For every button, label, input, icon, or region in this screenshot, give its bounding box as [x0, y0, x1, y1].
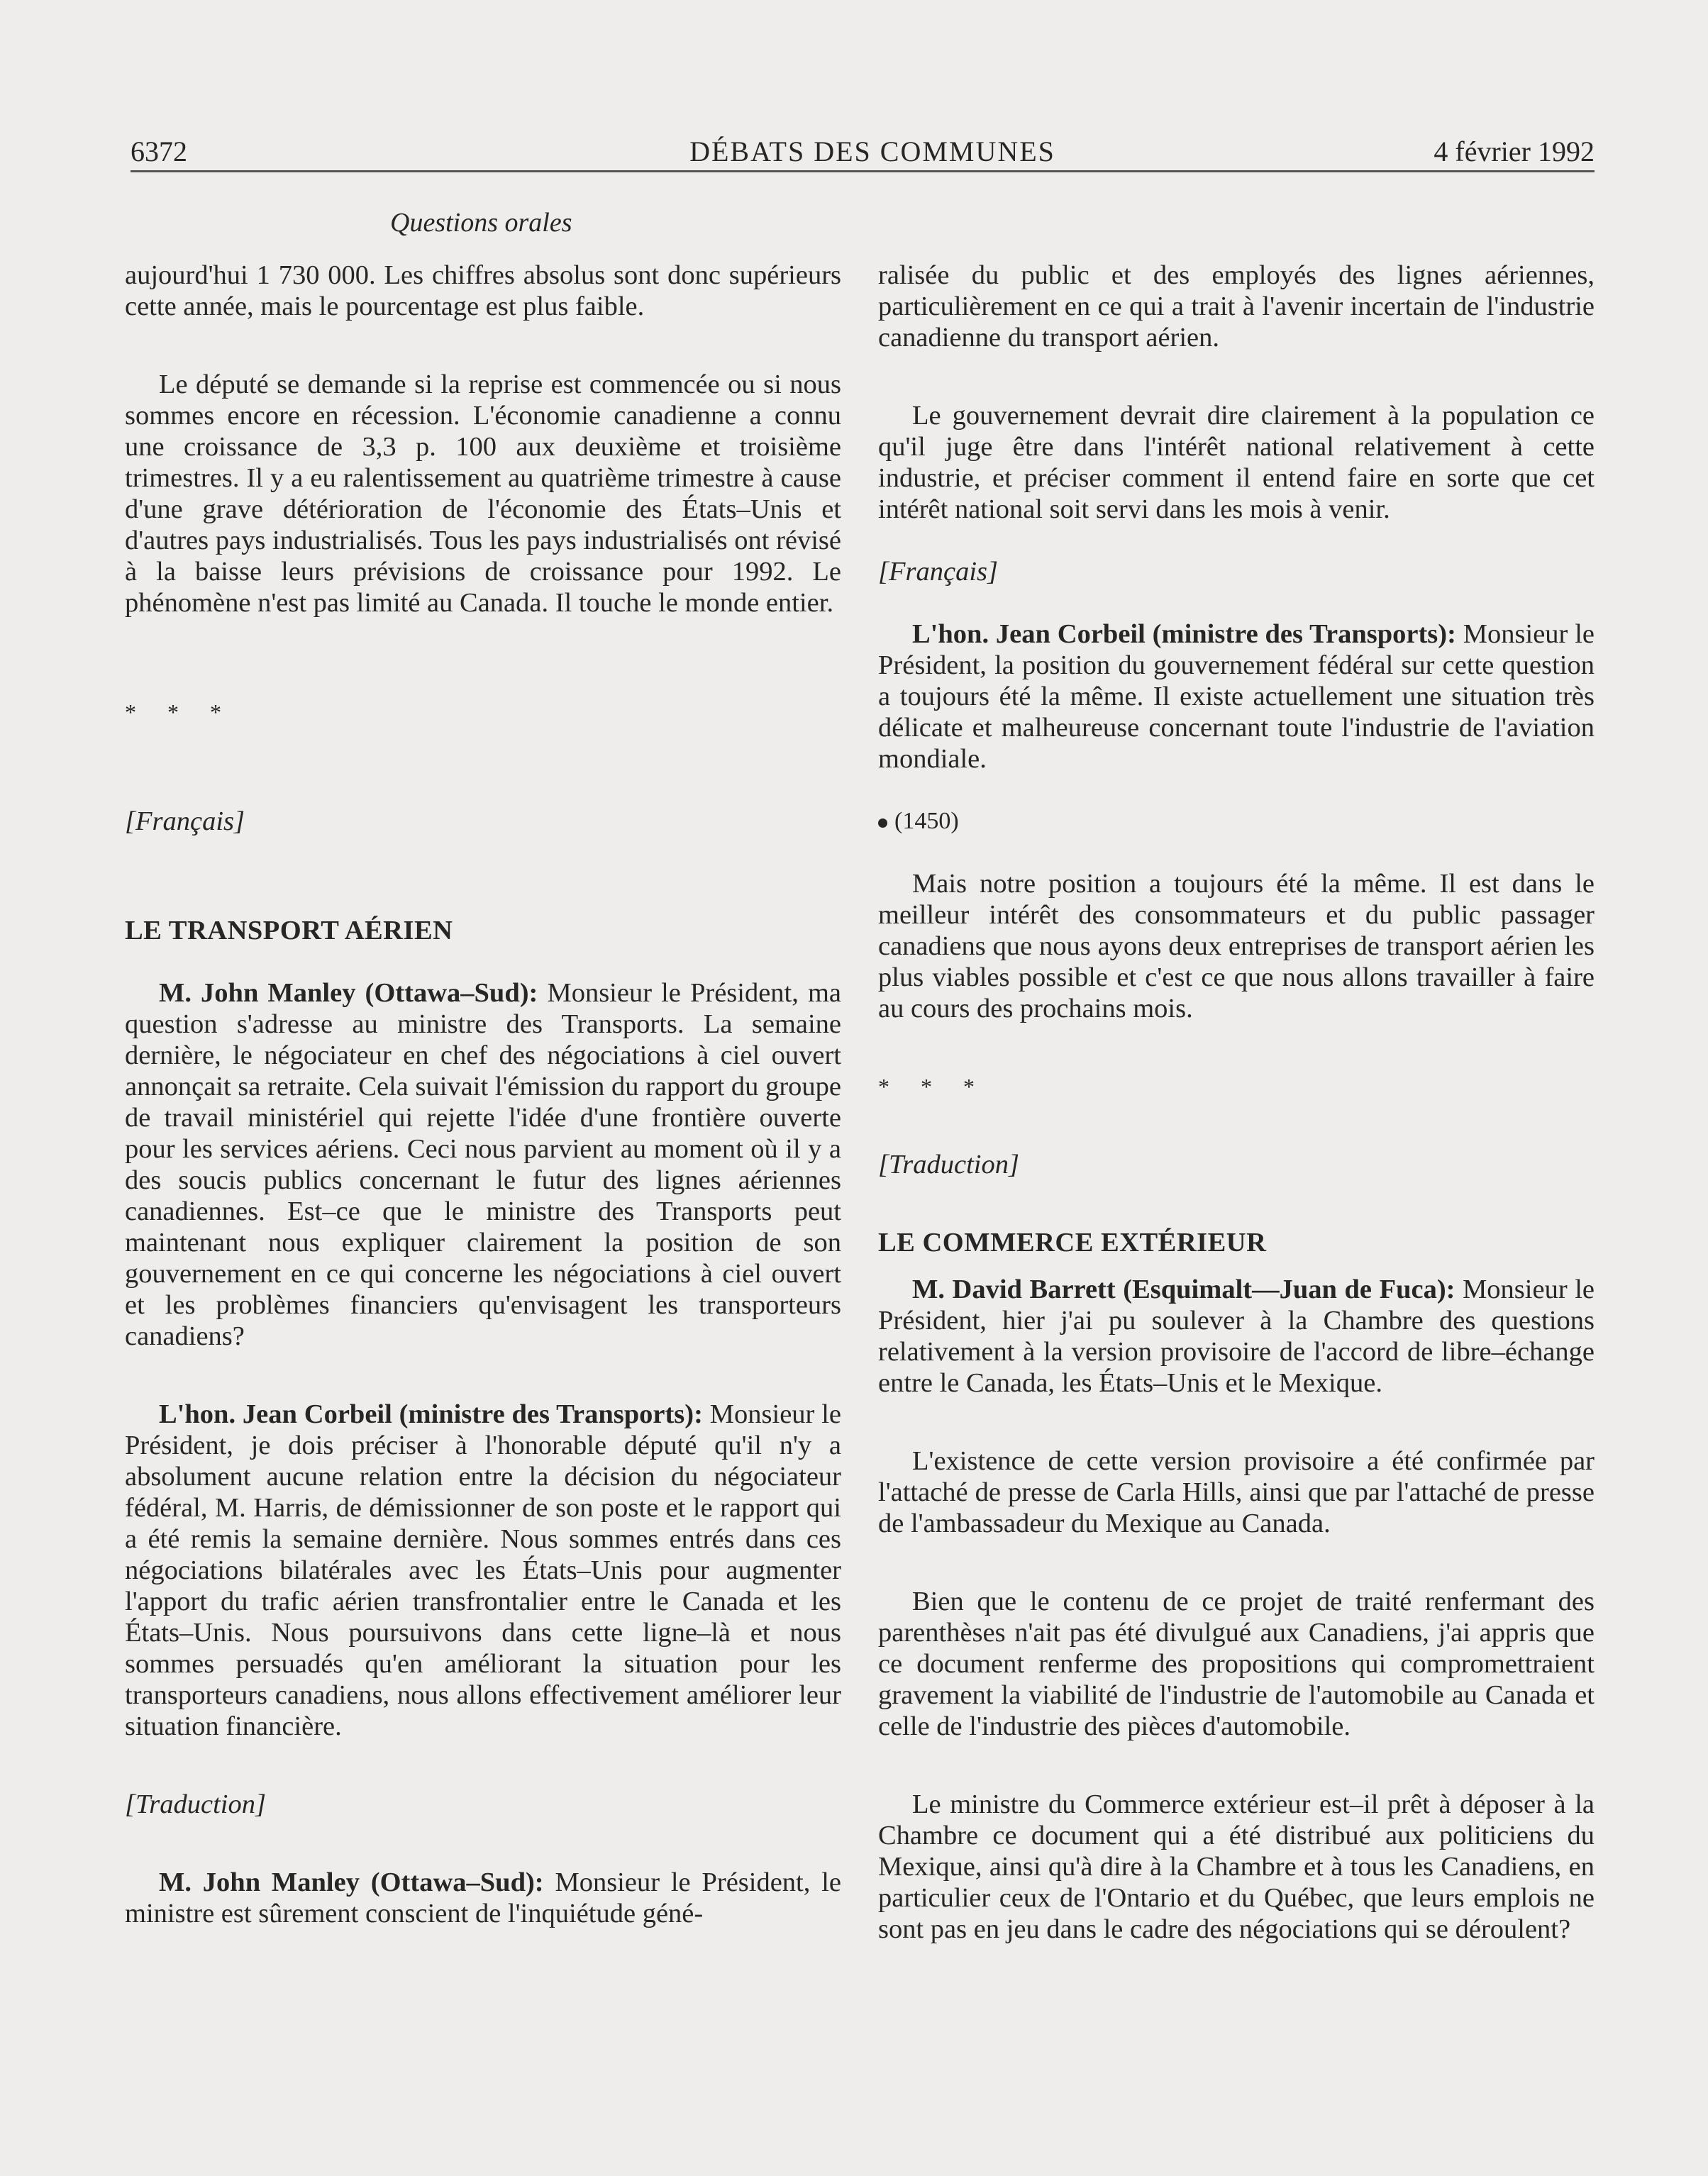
- header-rule: [131, 170, 1595, 172]
- speaker-name: M. John Manley (Ottawa–Sud):: [159, 1867, 544, 1897]
- time-marker: [878, 806, 1595, 837]
- paragraph: Le député se demande si la reprise est commencée ou si nous sommes encore en récession. L'économie canadienne a connu une croissance de 3,3 p. 100 aux deuxième et troisième trimestres. Il y a eu ralentissement au quatrième trimestre à cause d'une grave détérioration de l'économie des États–Unis et d'autres pays industrialisés. Tous les pays industrialisés ont révisé à la baisse leurs prévisions de croissance pour 1992. Le phénomène n'est pas limité au Canada. Il touche le monde entier.: [125, 370, 841, 618]
- speech-paragraph: [125, 1399, 841, 1742]
- speech-paragraph: [125, 1867, 841, 1929]
- section-heading: LE COMMERCE EXTÉRIEUR: [878, 1228, 1267, 1258]
- page-number: 6372: [131, 135, 187, 167]
- section-separator: * * *: [878, 1074, 987, 1099]
- paragraph: Mais notre position a toujours été la même. Il est dans le meilleur intérêt des consommateurs et du public passager canadiens que nous ayons deux entreprises de transport aérien les plus viables possible et c'est ce que nous allons travailler à faire au cours des prochains mois.: [878, 869, 1595, 1023]
- paragraph: Le gouvernement devrait dire clairement à la population ce qu'il juge être dans l'intérêt national relativement à cette industrie, et préciser comment il entend faire en sorte que cet intérêt national soit servi dans les mois à venir.: [878, 401, 1595, 524]
- section-separator: * * *: [125, 699, 234, 725]
- publication-date: 4 février 1992: [1434, 135, 1595, 167]
- publication-title: DÉBATS DES COMMUNES: [689, 135, 1055, 167]
- speech-text: Monsieur le Président, le ministre est sûrement conscient de l'inquiétude géné-: [125, 1867, 841, 1928]
- paragraph: Bien que le contenu de ce projet de traité renfermant des parenthèses n'ait pas été divulgué aux Canadiens, j'ai appris que ce document renferme des propositions qui compromettraient gravement la viabilité de l'industrie de l'automobile au Canada et celle de l'industrie des pièces d'automobile.: [878, 1587, 1595, 1741]
- paragraph: aujourd'hui 1 730 000. Les chiffres absolus sont donc supérieurs cette année, mais le pourcentage est plus faible.: [125, 260, 841, 321]
- language-tag: [Français]: [878, 557, 998, 587]
- speech-paragraph: [878, 618, 1595, 775]
- paragraph: ralisée du public et des employés des lignes aériennes, particulièrement en ce qui a trait à l'avenir incertain de l'industrie canadienne du transport aérien.: [878, 260, 1595, 353]
- speaker-name: L'hon. Jean Corbeil (ministre des Transports):: [912, 619, 1456, 649]
- speech-paragraph: [125, 977, 841, 1352]
- language-tag: [Traduction]: [125, 1789, 266, 1819]
- speaker-name: L'hon. Jean Corbeil (ministre des Transports):: [159, 1399, 703, 1429]
- language-tag: [Traduction]: [878, 1150, 1019, 1179]
- paragraph: L'existence de cette version provisoire a été confirmée par l'attaché de presse de Carla Hills, ainsi que par l'attaché de presse de l'ambassadeur du Mexique au Canada.: [878, 1446, 1595, 1538]
- bullet-icon: [878, 818, 887, 828]
- speech-text: Monsieur le Président, ma question s'adresse au ministre des Transports. La semaine dernière, le négociateur en chef des négociations à ciel ouvert annonçait sa retraite. Cela suivait l'émission du rapport du groupe de travail ministériel qui rejette l'idée d'une frontière ouverte pour les services aériens. Ceci nous parvient au moment où il y a des soucis publics concernant le futur des lignes aériennes canadiennes. Est–ce que le ministre des Transports peut maintenant nous expliquer clairement la position de son gouvernement en ce qui concerne les négociations à ciel ouvert et les problèmes financiers qu'envisagent les transporteurs canadiens?: [125, 978, 841, 1351]
- paragraph: Le ministre du Commerce extérieur est–il prêt à déposer à la Chambre ce document qui a été distribué aux politiciens du Mexique, ainsi qu'à dire à la Chambre et à tous les Canadiens, en particulier ceux de l'Ontario et du Québec, que leurs emplois ne sont pas en jeu dans le cadre des négociations qui se déroulent?: [878, 1789, 1595, 1944]
- speech-text: Monsieur le Président, la position du gouvernement fédéral sur cette question a toujours été la même. Il existe actuellement une situation très délicate et malheureuse concernant toute l'industrie de l'aviation mondiale.: [878, 619, 1595, 774]
- time-marker-text: (1450): [894, 808, 959, 834]
- left-column: [125, 260, 841, 1929]
- speaker-name: M. John Manley (Ottawa–Sud):: [159, 978, 538, 1008]
- right-column: [878, 260, 1595, 1945]
- speech-text: Monsieur le Président, hier j'ai pu soulever à la Chambre des questions relativement à la version provisoire de l'accord de libre–échange entre le Canada, les États–Unis et le Mexique.: [878, 1275, 1595, 1398]
- section-heading: LE TRANSPORT AÉRIEN: [125, 916, 453, 945]
- section-label: Questions orales: [390, 208, 572, 238]
- speaker-name: M. David Barrett (Esquimalt—Juan de Fuca):: [912, 1275, 1455, 1304]
- language-tag: [Français]: [125, 806, 245, 836]
- speech-paragraph: [878, 1274, 1595, 1399]
- speech-text: Monsieur le Président, je dois préciser à l'honorable député qu'il n'y a absolument aucune relation entre la décision du négociateur fédéral, M. Harris, de démissionner de son poste et le rapport qui a été remis la semaine dernière. Nous sommes entrés dans ces négociations bilatérales avec les États–Unis pour augmenter l'apport du trafic aérien transfrontalier entre le Canada et les États–Unis. Nous poursuivons dans cette ligne–là et nous sommes persuadés qu'en améliorant la situation pour les transporteurs canadiens, nous allons effectivement améliorer leur situation financière.: [125, 1399, 841, 1741]
